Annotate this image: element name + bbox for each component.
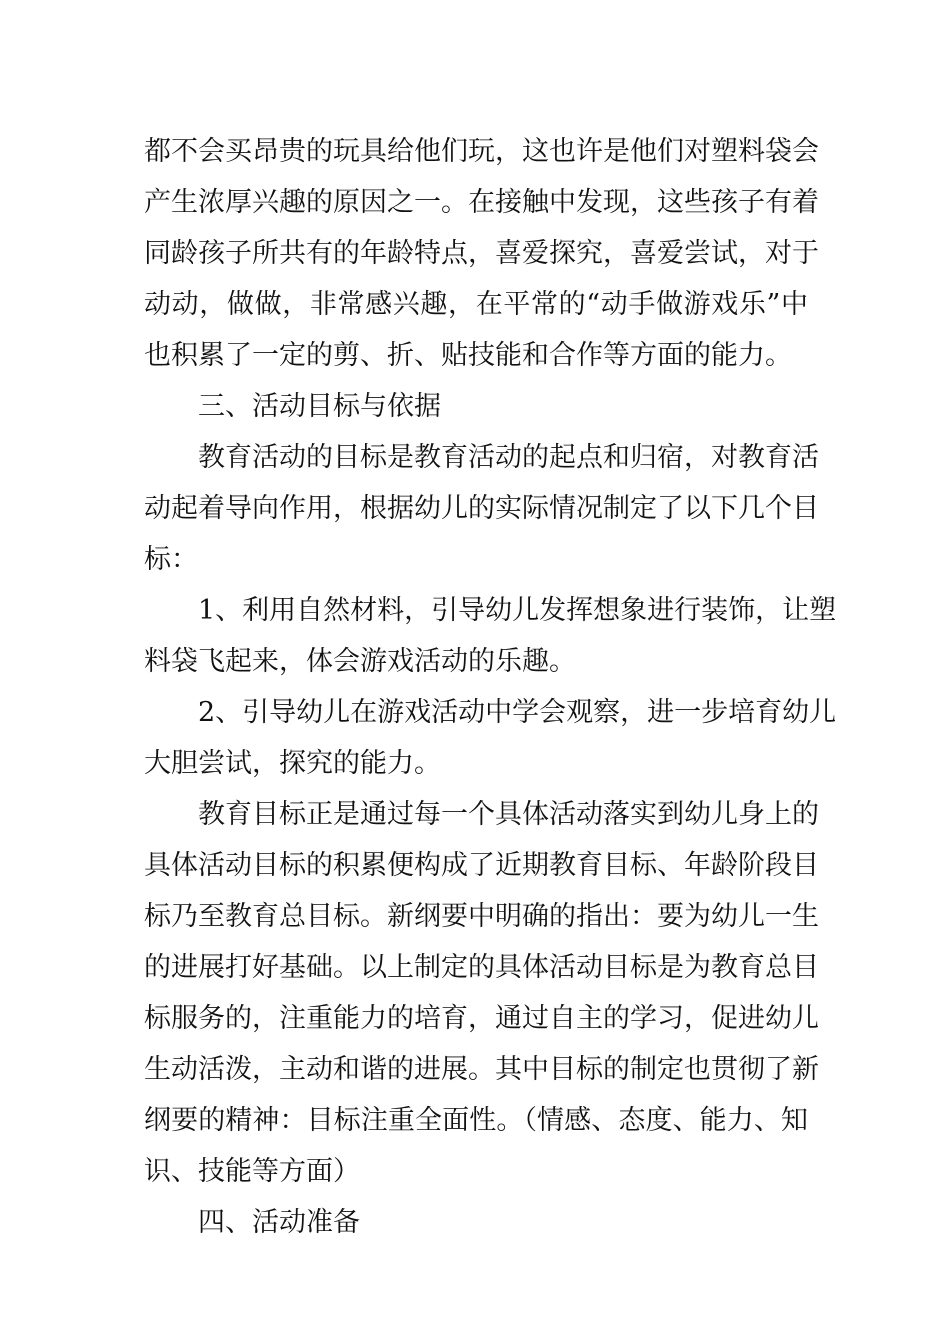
text-line: 教育目标正是通过每一个具体活动落实到幼儿身上的 bbox=[198, 799, 819, 830]
text-line: 动起着导向作用，根据幼儿的实际情况制定了以下几个目 bbox=[144, 493, 819, 524]
paragraph-goal-2 bbox=[144, 687, 837, 789]
text-line: 识、技能等方面） bbox=[144, 1156, 360, 1187]
text-line: 产生浓厚兴趣的原因之一。在接触中发现，这些孩子有着 bbox=[144, 187, 819, 218]
text-line: 也积累了一定的剪、折、贴技能和合作等方面的能力。 bbox=[144, 340, 792, 371]
text-line: 标服务的，注重能力的培育，通过自主的学习，促进幼儿 bbox=[144, 1003, 819, 1034]
text-line: 料袋飞起来，体会游戏活动的乐趣。 bbox=[144, 646, 576, 677]
text-line: 大胆尝试，探究的能力。 bbox=[144, 748, 441, 779]
text-line: 1、利用自然材料，引导幼儿发挥想象进行装饰，让塑 bbox=[198, 595, 837, 626]
text-line: 都不会买昂贵的玩具给他们玩，这也许是他们对塑料袋会 bbox=[144, 136, 819, 167]
text-line: 生动活泼，主动和谐的进展。其中目标的制定也贯彻了新 bbox=[144, 1054, 819, 1085]
text-line: 2、引导幼儿在游戏活动中学会观察，进一步培育幼儿 bbox=[198, 697, 837, 728]
section-heading-preparation bbox=[144, 1197, 808, 1248]
text-line: 标： bbox=[144, 544, 198, 575]
text-line: 标乃至教育总目标。新纲要中明确的指出：要为幼儿一生 bbox=[144, 901, 819, 932]
section-heading-goals bbox=[144, 381, 808, 432]
heading-text: 四、活动准备 bbox=[198, 1207, 360, 1238]
paragraph-background bbox=[144, 126, 819, 381]
text-line: 的进展打好基础。以上制定的具体活动目标是为教育总目 bbox=[144, 952, 819, 983]
document-body bbox=[144, 126, 837, 1248]
paragraph-goals-rationale bbox=[144, 789, 819, 1197]
text-line: 教育活动的目标是教育活动的起点和归宿，对教育活 bbox=[198, 442, 819, 473]
text-line: 具体活动目标的积累便构成了近期教育目标、年龄阶段目 bbox=[144, 850, 819, 881]
paragraph-goals-intro bbox=[144, 432, 819, 585]
paragraph-goal-1 bbox=[144, 585, 837, 687]
text-line: 同龄孩子所共有的年龄特点，喜爱探究，喜爱尝试，对于 bbox=[144, 238, 819, 269]
text-line: 动动，做做，非常感兴趣，在平常的“动手做游戏乐”中 bbox=[144, 289, 808, 320]
text-line: 纲要的精神：目标注重全面性。（情感、态度、能力、知 bbox=[144, 1105, 808, 1136]
heading-text: 三、活动目标与依据 bbox=[198, 391, 441, 422]
